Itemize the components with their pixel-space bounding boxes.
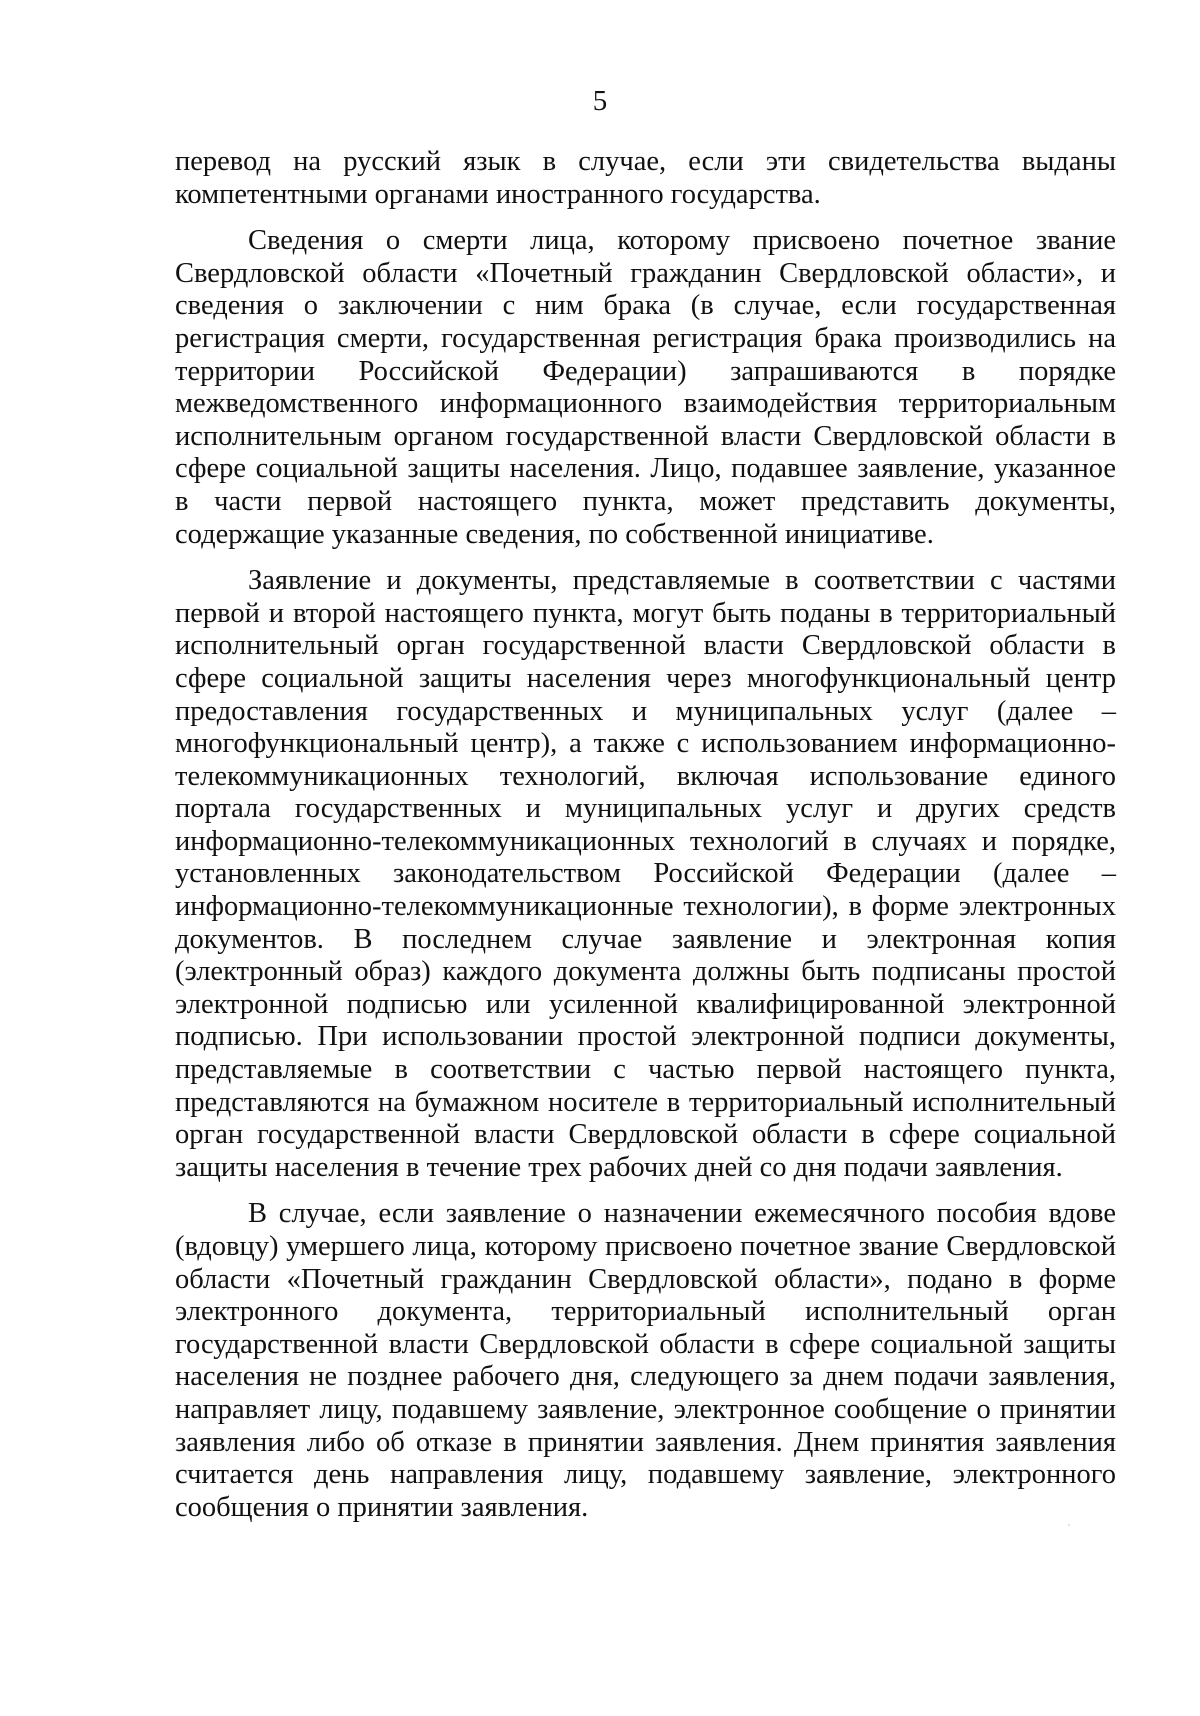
paragraph-electronic-notification: В случае, если заявление о назначении ежемесячного пособия вдове (вдовцу) умершего лица, которому присвоено почетное звание Свердловской области «Почетный гражданин Свердловской области», подано в форме электронного документа, территориальный исполнительный орган государственной власти Свердловской области в сфере социальной защиты населения не позднее рабочего дня, следующего за днем подачи заявления, направляет лицу, подавшему заявление, электронное сообщение о принятии заявления либо об отказе в принятии заявления. Днем принятия заявления считается день направления лицу, подавшему заявление, электронного сообщения о принятии заявления. [175, 1198, 1116, 1523]
paragraph-submission-methods: Заявление и документы, представляемые в соответствии с частями первой и второй настоящего пункта, могут быть поданы в территориальный исполнительный орган государственной власти Свердловской области в сфере социальной защиты населения через многофункциональный центр предоставления государственных и муниципальных услуг (далее – многофункциональный центр), а также с использованием информационно-телекоммуникационных технологий, включая использование единого портала государственных и муниципальных услуг и других средств информационно-телекоммуникационных технологий в случаях и порядке, установленных законодательством Российской Федерации (далее – информационно-телекоммуникационные технологии), в форме электронных документов. В последнем случае заявление и электронная копия (электронный образ) каждого документа должны быть подписаны простой электронной подписью или усиленной квалифицированной электронной подписью. При использовании простой электронной подписи документы, представляемые в соответствии с частью первой настоящего пункта, представляются на бумажном носителе в территориальный исполнительный орган государственной власти Свердловской области в сфере социальной защиты населения в течение трех рабочих дней со дня подачи заявления. [175, 565, 1116, 1183]
scan-speck [1068, 1524, 1070, 1526]
page-number: 5 [592, 85, 608, 117]
document-body [175, 146, 1116, 1538]
paragraph-death-information: Сведения о смерти лица, которому присвоено почетное звание Свердловской области «Почетный гражданин Свердловской области», и сведения о заключении с ним брака (в случае, если государственная регистрация смерти, государственная регистрация брака производились на территории Российской Федерации) запрашиваются в порядке межведомственного информационного взаимодействия территориальным исполнительным органом государственной власти Свердловской области в сфере социальной защиты населения. Лицо, подавшее заявление, указанное в части первой настоящего пункта, может представить документы, содержащие указанные сведения, по собственной инициативе. [175, 225, 1116, 550]
paragraph-continuation: перевод на русский язык в случае, если эти свидетельства выданы компетентными органами иностранного государства. [175, 146, 1116, 210]
